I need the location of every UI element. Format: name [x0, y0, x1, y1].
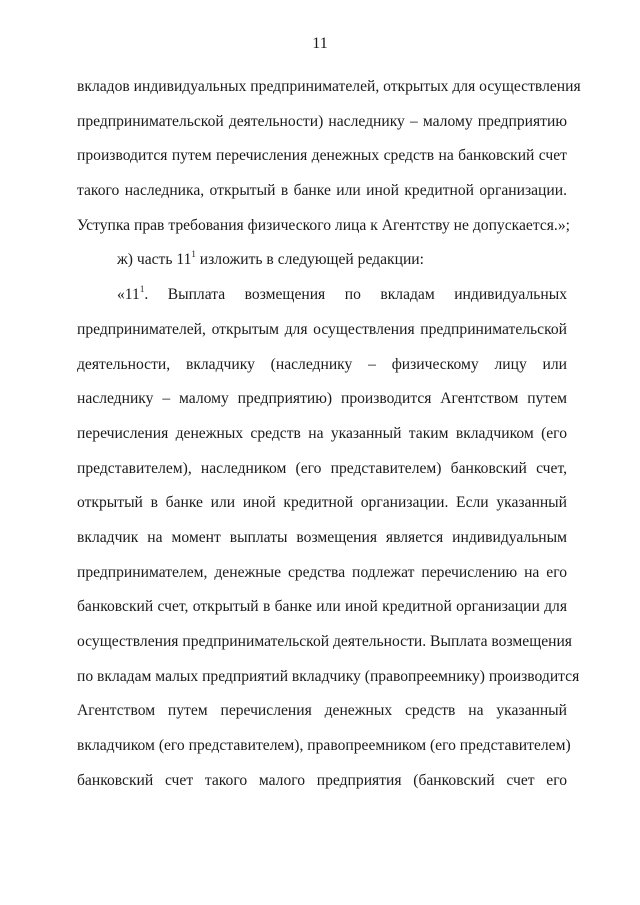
document-body: [77, 70, 581, 798]
text-line: Уступка прав требования физического лица к Агентству не допускается.»;: [77, 216, 570, 234]
text-line: вкладчик на момент выплаты возмещения является индивидуальным: [77, 528, 567, 546]
text-line: перечисления денежных средств на указанный таким вкладчиком (его: [77, 424, 567, 442]
text-line: Агентством путем перечисления денежных средств на указанный: [77, 702, 567, 720]
amendment-item-line: [77, 243, 567, 278]
text-segment: изложить в следующей редакции:: [195, 251, 424, 269]
text-line: банковский счет, открытый в банке или иной кредитной организации для: [77, 598, 567, 616]
text-line: представителем), наследником (его представителем) банковский счет,: [77, 459, 567, 477]
text-line: открытый в банке или иной кредитной организации. Если указанный: [77, 494, 567, 512]
quoted-paragraph-first-line: [77, 278, 567, 313]
page-number: 11: [312, 35, 328, 52]
text-line: осуществления предпринимательской деятельности. Выплата возмещения: [77, 633, 572, 650]
text-line: по вкладам малых предприятий вкладчику (правопреемнику) производится: [77, 667, 580, 685]
text-line: предпринимателей, открытым для осуществления предпринимательской: [77, 320, 567, 338]
text-line: наследнику – малому предприятию) производится Агентством путем: [77, 390, 567, 408]
superscript: 1: [191, 249, 196, 260]
superscript: 1: [139, 284, 145, 295]
text-segment: . Выплата возмещения по вкладам индивидуальных: [144, 286, 567, 304]
text-segment: «11: [117, 286, 140, 304]
text-line: предпринимательской деятельности) наследнику – малому предприятию: [77, 112, 567, 130]
text-line: вкладчиком (его представителем), правопреемником (его представителем): [77, 737, 571, 755]
text-segment: ж) часть 11: [117, 251, 192, 269]
text-line: деятельности, вкладчику (наследнику – физическому лицу или: [77, 355, 567, 373]
text-line: такого наследника, открытый в банке или иной кредитной организации.: [77, 182, 567, 200]
text-line: вкладов индивидуальных предпринимателей, открытых для осуществления: [77, 78, 581, 95]
text-line: предпринимателем, денежные средства подлежат перечислению на его: [77, 563, 567, 581]
text-line: банковский счет такого малого предприятия (банковский счет его: [77, 771, 567, 789]
text-line: производится путем перечисления денежных средств на банковский счет: [77, 147, 567, 165]
